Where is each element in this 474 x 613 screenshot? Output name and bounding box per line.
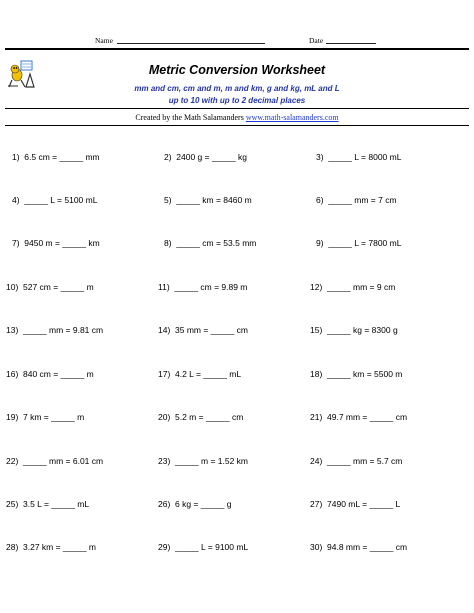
question-14: 14) 35 mm = _____ cm (158, 325, 249, 335)
name-label: Name (95, 36, 113, 45)
question-4: 4) _____ L = 5100 mL (12, 195, 98, 205)
question-13: 13) _____ mm = 9.81 cm (6, 325, 104, 335)
question-24: 24) _____ mm = 5.7 cm (310, 456, 403, 466)
subtitle-range: up to 10 with up to 2 decimal places (168, 96, 306, 105)
credit-text: Created by the Math Salamanders (135, 113, 246, 122)
question-18: 18) _____ km = 5500 m (310, 369, 403, 379)
question-17: 17) 4.2 L = _____ mL (158, 369, 242, 379)
question-20: 20) 5.2 m = _____ cm (158, 412, 244, 422)
question-9: 9) _____ L = 7800 mL (316, 238, 402, 248)
question-21: 21) 49.7 mm = _____ cm (310, 412, 408, 422)
question-29: 29) _____ L = 9100 mL (158, 542, 249, 552)
question-6: 6) _____ mm = 7 cm (316, 195, 397, 205)
question-7: 7) 9450 m = _____ km (12, 238, 100, 248)
question-25: 25) 3.5 L = _____ mL (6, 499, 90, 509)
question-28: 28) 3.27 km = _____ m (6, 542, 97, 552)
question-19: 19) 7 km = _____ m (6, 412, 85, 422)
question-12: 12) _____ mm = 9 cm (310, 282, 396, 292)
question-2: 2) 2400 g = _____ kg (164, 152, 247, 162)
credit-link[interactable]: www.math-salamanders.com (245, 113, 339, 122)
question-10: 10) 527 cm = _____ m (6, 282, 94, 292)
worksheet-title: Metric Conversion Worksheet (148, 63, 326, 77)
question-23: 23) _____ m = 1.52 km (158, 456, 249, 466)
question-26: 26) 6 kg = _____ g (158, 499, 232, 509)
subtitle-units: mm and cm, cm and m, m and km, g and kg, mL and L (134, 84, 340, 93)
question-8: 8) _____ cm = 53.5 mm (164, 238, 257, 248)
question-22: 22) _____ mm = 6.01 cm (6, 456, 104, 466)
question-1: 1) 6.5 cm = _____ mm (12, 152, 100, 162)
question-11: 11) _____ cm = 9.89 m (158, 282, 248, 292)
question-27: 27) 7490 mL = _____ L (310, 499, 401, 509)
question-5: 5) _____ km = 8460 m (164, 195, 252, 205)
question-30: 30) 94.8 mm = _____ cm (310, 542, 408, 552)
question-3: 3) _____ L = 8000 mL (316, 152, 402, 162)
date-label: Date (309, 36, 324, 45)
question-15: 15) _____ kg = 8300 g (310, 325, 398, 335)
question-16: 16) 840 cm = _____ m (6, 369, 94, 379)
